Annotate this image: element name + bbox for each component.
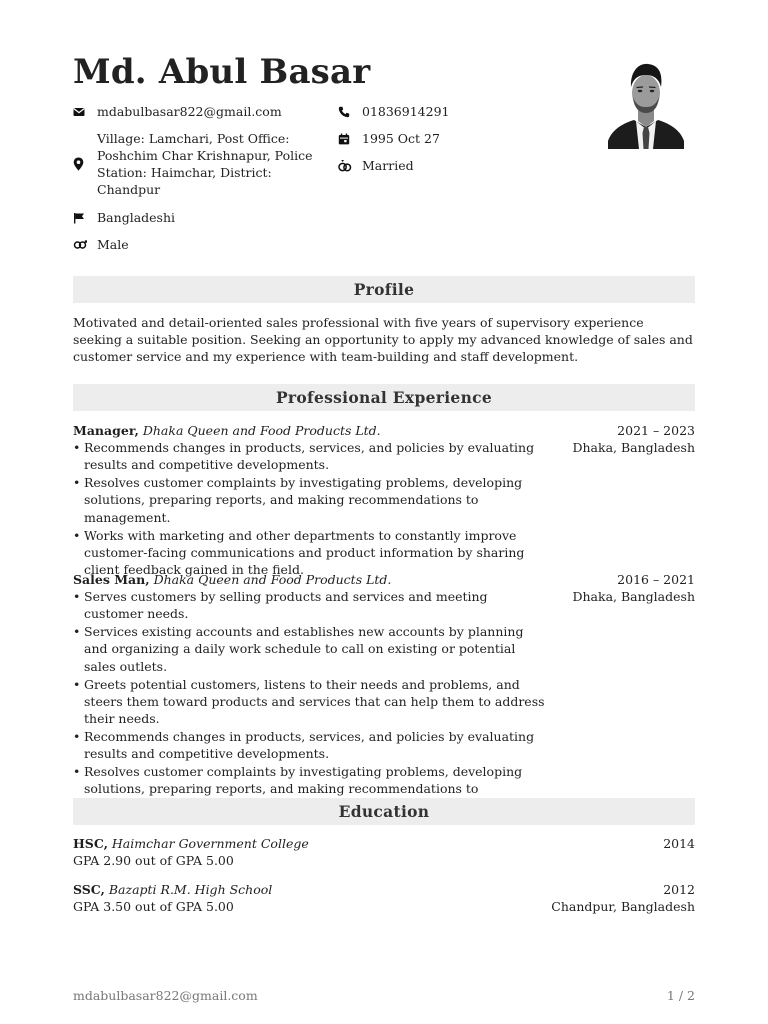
education-year: 2012 (663, 882, 695, 897)
education-gpa: GPA 3.50 out of GPA 5.00 (73, 899, 234, 914)
dob-text: 1995 Oct 27 (362, 131, 440, 146)
job-bullet: • Works with marketing and other departments to constantly improve customer-facing communications and product information by sharing client feedback gained in the field. (73, 527, 548, 579)
job-bullet-list (73, 588, 548, 816)
section-education-heading: Education (73, 798, 695, 825)
phone-icon (338, 103, 362, 120)
job-bullet: • Resolves customer complaints by investigating problems, developing solutions, preparing reports, and making recommendations to (73, 763, 548, 815)
phone-text: 01836914291 (362, 104, 450, 119)
education-year: 2014 (663, 836, 695, 851)
education-gpa: GPA 2.90 out of GPA 5.00 (73, 853, 234, 868)
job-bullet: • Serves customers by selling products and services and meeting customer needs. (73, 588, 548, 622)
contact-dob (338, 130, 440, 147)
job-header (73, 422, 695, 439)
job-location: Dhaka, Bangladesh (572, 440, 695, 455)
email-text: mdabulbasar822@gmail.com (97, 104, 282, 119)
education-degree: SSC, (73, 882, 105, 897)
job-location: Dhaka, Bangladesh (572, 589, 695, 604)
rings-icon (338, 157, 362, 174)
contact-gender (73, 236, 129, 253)
gender-text: Male (97, 237, 129, 252)
section-experience-heading: Professional Experience (73, 384, 695, 411)
job-bullet: • Recommends changes in products, services, and policies by evaluating results and competitive developments. (73, 439, 548, 473)
contact-address (73, 130, 323, 198)
job-dates: 2021 – 2023 (617, 423, 695, 438)
contact-phone (338, 103, 449, 120)
page-number: 1 / 2 (666, 988, 695, 1003)
contact-email (73, 103, 282, 120)
education-school: Haimchar Government College (111, 836, 309, 851)
job-bullet: • Greets potential customers, listens to their needs and problems, and steers them toward products and services that can help them to address their needs. (73, 676, 548, 728)
education-degree: HSC, (73, 836, 108, 851)
address-text: Village: Lamchari, Post Office: Poshchim Char Krishnapur, Police Station: Haimchar, District: Chandpur (97, 131, 313, 197)
job-dates: 2016 – 2021 (617, 572, 695, 587)
nationality-text: Bangladeshi (97, 210, 176, 225)
job-organization: Dhaka Queen and Food Products Ltd. (153, 572, 392, 587)
flag-icon (73, 209, 97, 226)
job-bullet: • Services existing accounts and establishes new accounts by planning and organizing a daily work schedule to call on existing or potential sales outlets. (73, 623, 548, 675)
candidate-name: Md. Abul Basar (73, 52, 371, 92)
location-pin-icon (73, 157, 97, 171)
job-title: Sales Man, (73, 572, 150, 587)
job-organization: Dhaka Queen and Food Products Ltd. (142, 423, 381, 438)
education-header (73, 835, 695, 852)
education-location: Chandpur, Bangladesh (551, 899, 695, 914)
profile-summary: Motivated and detail-oriented sales professional with five years of supervisory experience seeking a suitable position. Seeking an opportunity to apply my advanced knowledge of sales and customer service and my experience with team-building and staff development. (73, 315, 693, 364)
footer-email: mdabulbasar822@gmail.com (73, 988, 258, 1003)
job-bullet-list (73, 439, 548, 579)
job-header (73, 571, 695, 588)
job-bullet: • Resolves customer complaints by investigating problems, developing solutions, preparing reports, and making recommendations to management. (73, 474, 548, 526)
education-school: Bazapti R.M. High School (108, 882, 273, 897)
education-header (73, 881, 695, 898)
contact-marital (338, 157, 414, 174)
gender-icon (73, 236, 97, 253)
envelope-icon (73, 103, 97, 120)
job-title: Manager, (73, 423, 139, 438)
profile-photo (606, 57, 686, 149)
marital-text: Married (362, 158, 414, 173)
contact-nationality (73, 209, 175, 226)
section-profile-heading: Profile (73, 276, 695, 303)
job-bullet: • Recommends changes in products, services, and policies by evaluating results and competitive developments. (73, 728, 548, 762)
calendar-icon (338, 130, 362, 147)
